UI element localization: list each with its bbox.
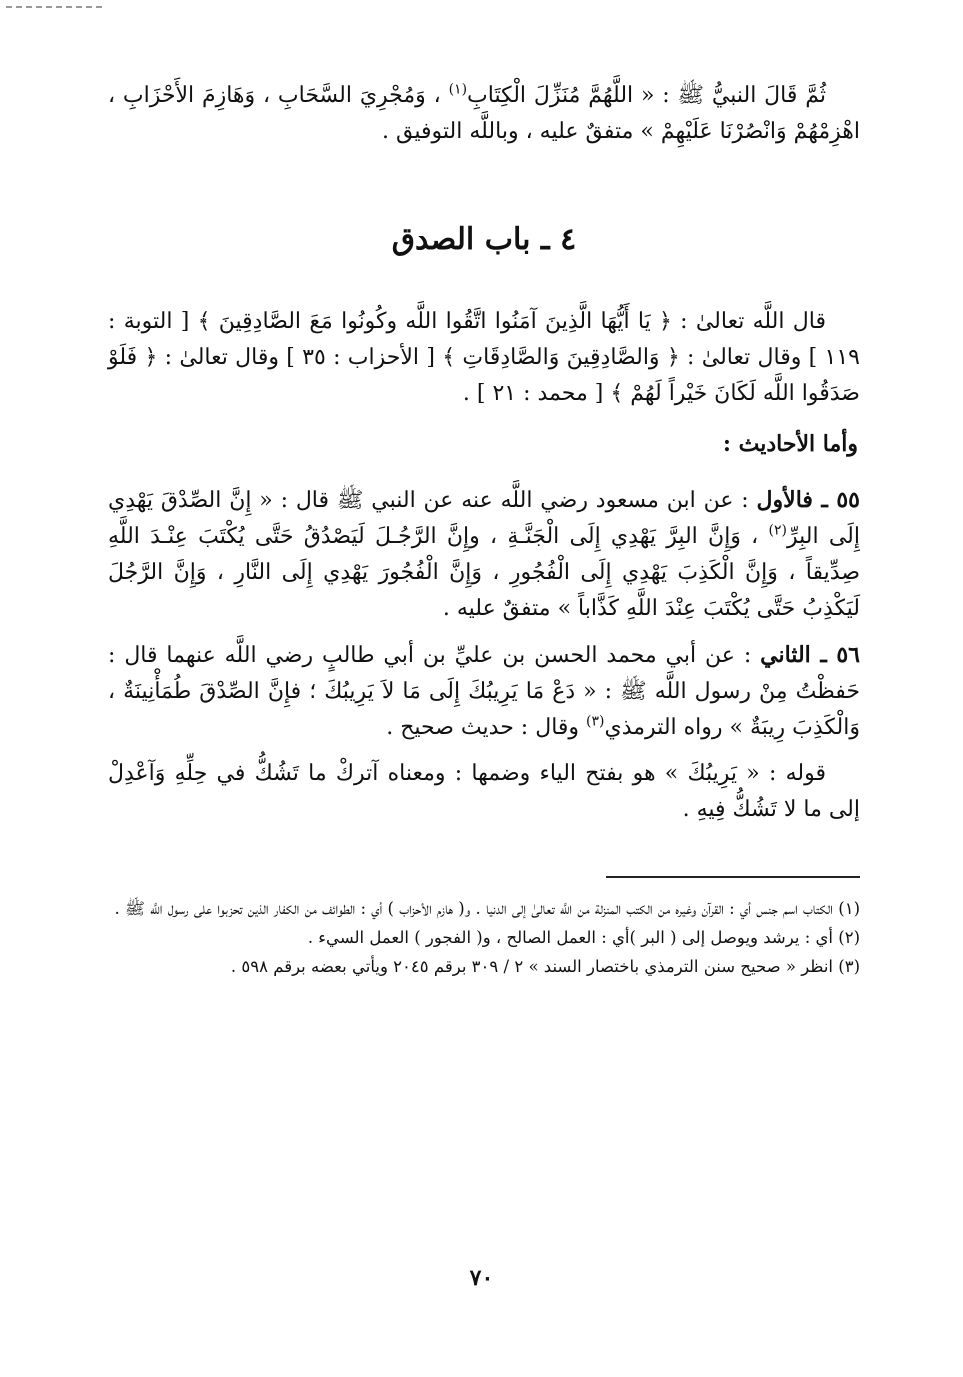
intro-text-end: ، وَمُجْرِيَ السَّحَابِ ، وَهَازِمَ الأَحْزَابِ ، اهْزِمْهُمْ وَانْصُرْنَا عَلَيْهِمْ » متفقٌ عليه ، وباللَّه التوفيق . bbox=[108, 83, 860, 144]
footnote-2: (٢) أي : يرشد ويوصل إلى ( البر )أي : العمل الصالح ، و( الفجور ) العمل السيء . bbox=[307, 928, 860, 947]
hadith-55-number: ٥٥ ـ فالأول bbox=[756, 487, 860, 513]
footnote-separator bbox=[606, 876, 860, 878]
footnote-ref-1[interactable]: (١) bbox=[448, 81, 468, 98]
footnotes bbox=[108, 894, 860, 981]
explanation-paragraph: قوله : « يَرِيبُكَ » هو بفتح الياء وضمها : ومعناه آتركْ ما تَشُكُّ في حِلِّهِ وَآعْدِلْ إلى ما لا تَشُكُّ فِيهِ . bbox=[108, 761, 860, 822]
hadith-56-number: ٥٦ ـ الثاني bbox=[760, 642, 860, 668]
intro-text-start: ثُمَّ قَالَ النبيُّ ﷺ : « اللَّهُمَّ مُنَزِّلَ الْكِتَابِ bbox=[467, 83, 826, 108]
hadith-55-text-end: ، وَإِنَّ البِرَّ يَهْدِي إِلَى الْجَنَّـةِ ، وإِنَّ الرَّجُـلَ لَيَصْدُقُ حَتَّى يُكْتَبَ عِنْـدَ اللَّهِ صِدِّيقاً ، وَإِنَّ الْكَذِبَ يَهْدِي إِلَى الْفُجُورِ ، وَإِنَّ الْفُجُورَ يَهْدِي إِلَى النَّارِ ، وَإِنَّ الرَّجُلَ لَيَكْذِبُ حَتَّى يُكْتَبَ عِنْدَ اللَّهِ كَذَّاباً » متفقٌ عليه . bbox=[108, 524, 860, 621]
footnote-ref-2[interactable]: (٢) bbox=[768, 522, 787, 539]
page-number: ٧٠ bbox=[469, 1265, 494, 1291]
crop-mark bbox=[6, 6, 102, 8]
hadith-55 bbox=[108, 482, 860, 627]
ahadith-heading: وأما الأحاديث : bbox=[722, 431, 858, 457]
hadith-56 bbox=[108, 637, 860, 746]
intro-paragraph bbox=[108, 78, 860, 150]
page-body bbox=[108, 78, 860, 981]
footnote-ref-3[interactable]: (٣) bbox=[586, 713, 605, 730]
hadith-55-text-start: : عن ابن مسعود رضي اللَّه عنه عن النبي ﷺ قال : « إِنَّ الصِّدْقَ يَهْدِي إِلَى البِرِّ bbox=[108, 488, 860, 549]
footnote-1: (١) الكتاب اسم جنس أي : القرآن وغيره من الكتب المنزلة من اللَّه تعالىٰ إلى الدنيا . و( هازم الأحزاب ) أي : الطوائف من الكفار الذين تحزبوا على رسول اللَّه ﷺ . bbox=[114, 899, 860, 918]
hadith-56-text-start: : عن أبي محمد الحسن بن عليِّ بن أبي طالبٍ رضي اللَّه عنهما قال : حَفظْتُ مِنْ رسول اللَّه ﷺ : « دَعْ مَا يَرِيبُكَ إِلَى مَا لاَ يَرِيبُكَ ؛ فإِنَّ الصِّدْقَ طُمَأْنِينَةٌ ، وَالْكَذِبَ رِيبَةٌ » رواه الترمذي bbox=[108, 643, 860, 740]
verses-paragraph: قال اللَّه تعالىٰ : ﴿ يَا أَيُّهَا الَّذِينَ آمَنُوا اتَّقُوا اللَّه وكُونُوا مَعَ الصَّادِقِينَ ﴾ [ التوبة : ١١٩ ] وقال تعالىٰ : ﴿ وَالصَّادِقِينَ وَالصَّادِقَاتِ ﴾ [ الأحزاب : ٣٥ ] وقال تعالىٰ : ﴿ فَلَوْ صَدَقُوا اللَّه لَكَانَ خَيْراً لَهُمْ ﴾ [ محمد : ٢١ ] . bbox=[108, 309, 860, 406]
footnote-3: (٣) انظر « صحيح سنن الترمذي باختصار السند » ٢ / ٣٠٩ برقم ٢٠٤٥ ويأتي بعضه برقم ٥٩٨ . bbox=[230, 957, 860, 976]
chapter-title: ٤ ـ باب الصدق bbox=[391, 222, 577, 257]
hadith-56-text-end: وقال : حديث صحيح . bbox=[386, 715, 587, 740]
